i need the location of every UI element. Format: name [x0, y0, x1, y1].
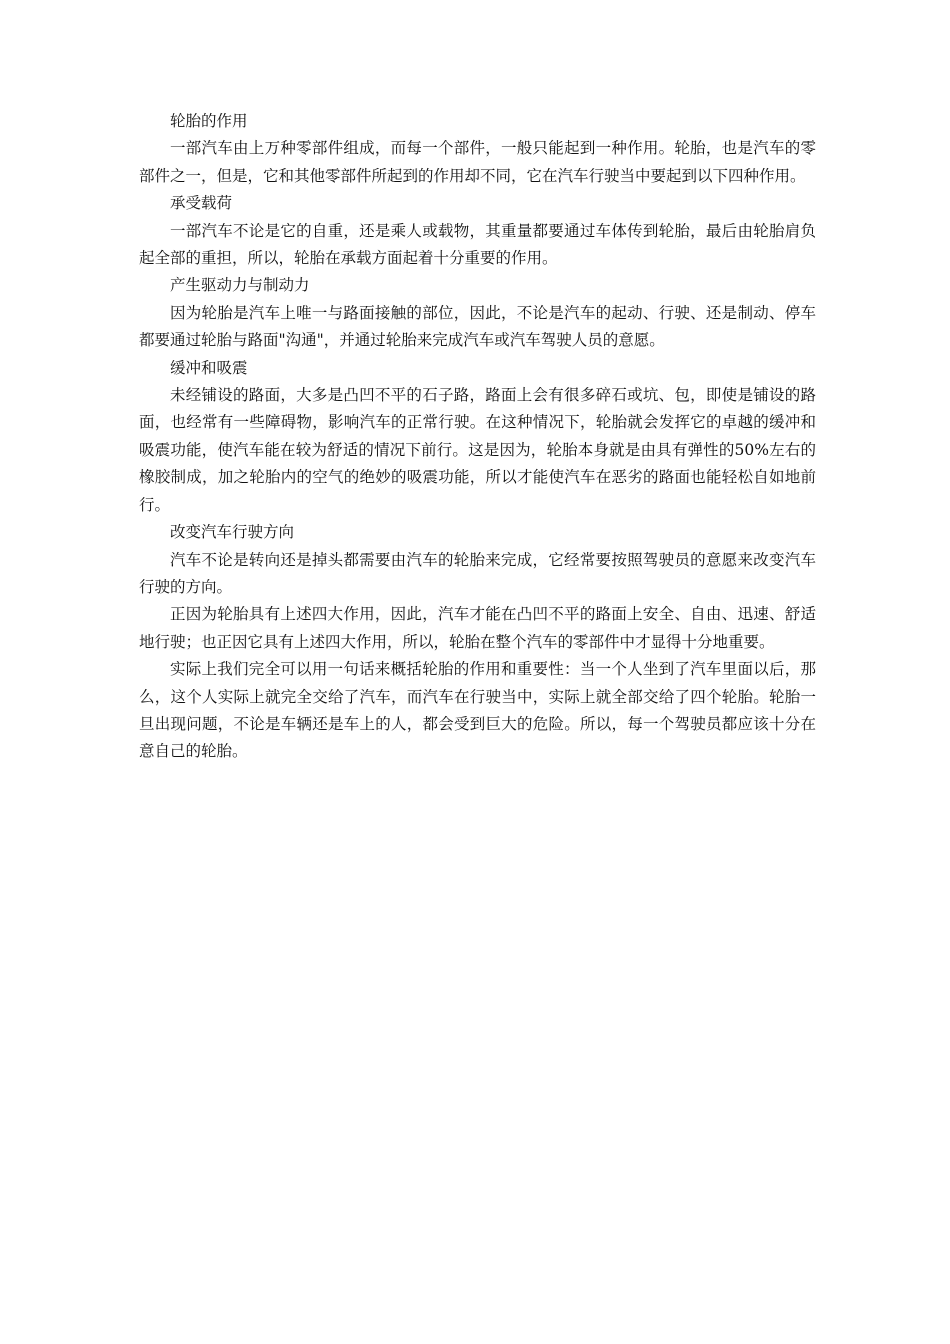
section-heading-cushion: 缓冲和吸震	[170, 358, 248, 377]
intro-paragraph: 一部汽车由上万种零部件组成，而每一个部件，一般只能起到一种作用。轮胎，也是汽车的零部件之一，但是，它和其他零部件所起到的作用却不同，它在汽车行驶当中要起到以下四种作用。	[139, 139, 816, 185]
section-body-drive-brake: 因为轮胎是汽车上唯一与路面接触的部位，因此，不论是汽车的起动、行驶、还是制动、停车都要通过轮胎与路面"沟通"，并通过轮胎来完成汽车或汽车驾驶人员的意愿。	[139, 303, 816, 350]
section-body-steering: 汽车不论是转向还是掉头都需要由汽车的轮胎来完成，它经常要按照驾驶员的意愿来改变汽车行驶的方向。	[139, 550, 816, 596]
document-page	[139, 108, 816, 766]
section-heading-load: 承受载荷	[170, 194, 233, 213]
section-body-load: 一部汽车不论是它的自重，还是乘人或载物，其重量都要通过车体传到轮胎，最后由轮胎肩负起全部的重担，所以，轮胎在承载方面起着十分重要的作用。	[139, 221, 816, 268]
conclusion-paragraph-2: 实际上我们完全可以用一句话来概括轮胎的作用和重要性：当一个人坐到了汽车里面以后，那么，这个人实际上就完全交给了汽车，而汽车在行驶当中，实际上就全部交给了四个轮胎。轮胎一旦出现问题，不论是车辆还是车上的人，都会受到巨大的危险。所以，每一个驾驶员都应该十分在意自己的轮胎。	[139, 660, 816, 761]
document-title: 轮胎的作用	[170, 112, 248, 130]
section-heading-steering: 改变汽车行驶方向	[170, 523, 295, 542]
section-heading-drive-brake: 产生驱动力与制动力	[170, 276, 310, 295]
conclusion-paragraph-1: 正因为轮胎具有上述四大作用，因此，汽车才能在凸凹不平的路面上安全、自由、迅速、舒适地行驶；也正因它具有上述四大作用，所以，轮胎在整个汽车的零部件中才显得十分地重要。	[139, 605, 816, 651]
section-body-cushion: 未经铺设的路面，大多是凸凹不平的石子路，路面上会有很多碎石或坑、包，即使是铺设的路面，也经常有一些障碍物，影响汽车的正常行驶。在这种情况下，轮胎就会发挥它的卓越的缓冲和吸震功能，使汽车能在较为舒适的情况下前行。这是因为，轮胎本身就是由具有弹性的50%左右的橡胶制成，加之轮胎内的空气的绝妙的吸震功能，所以才能使汽车在恶劣的路面也能轻松自如地前行。	[139, 386, 816, 514]
